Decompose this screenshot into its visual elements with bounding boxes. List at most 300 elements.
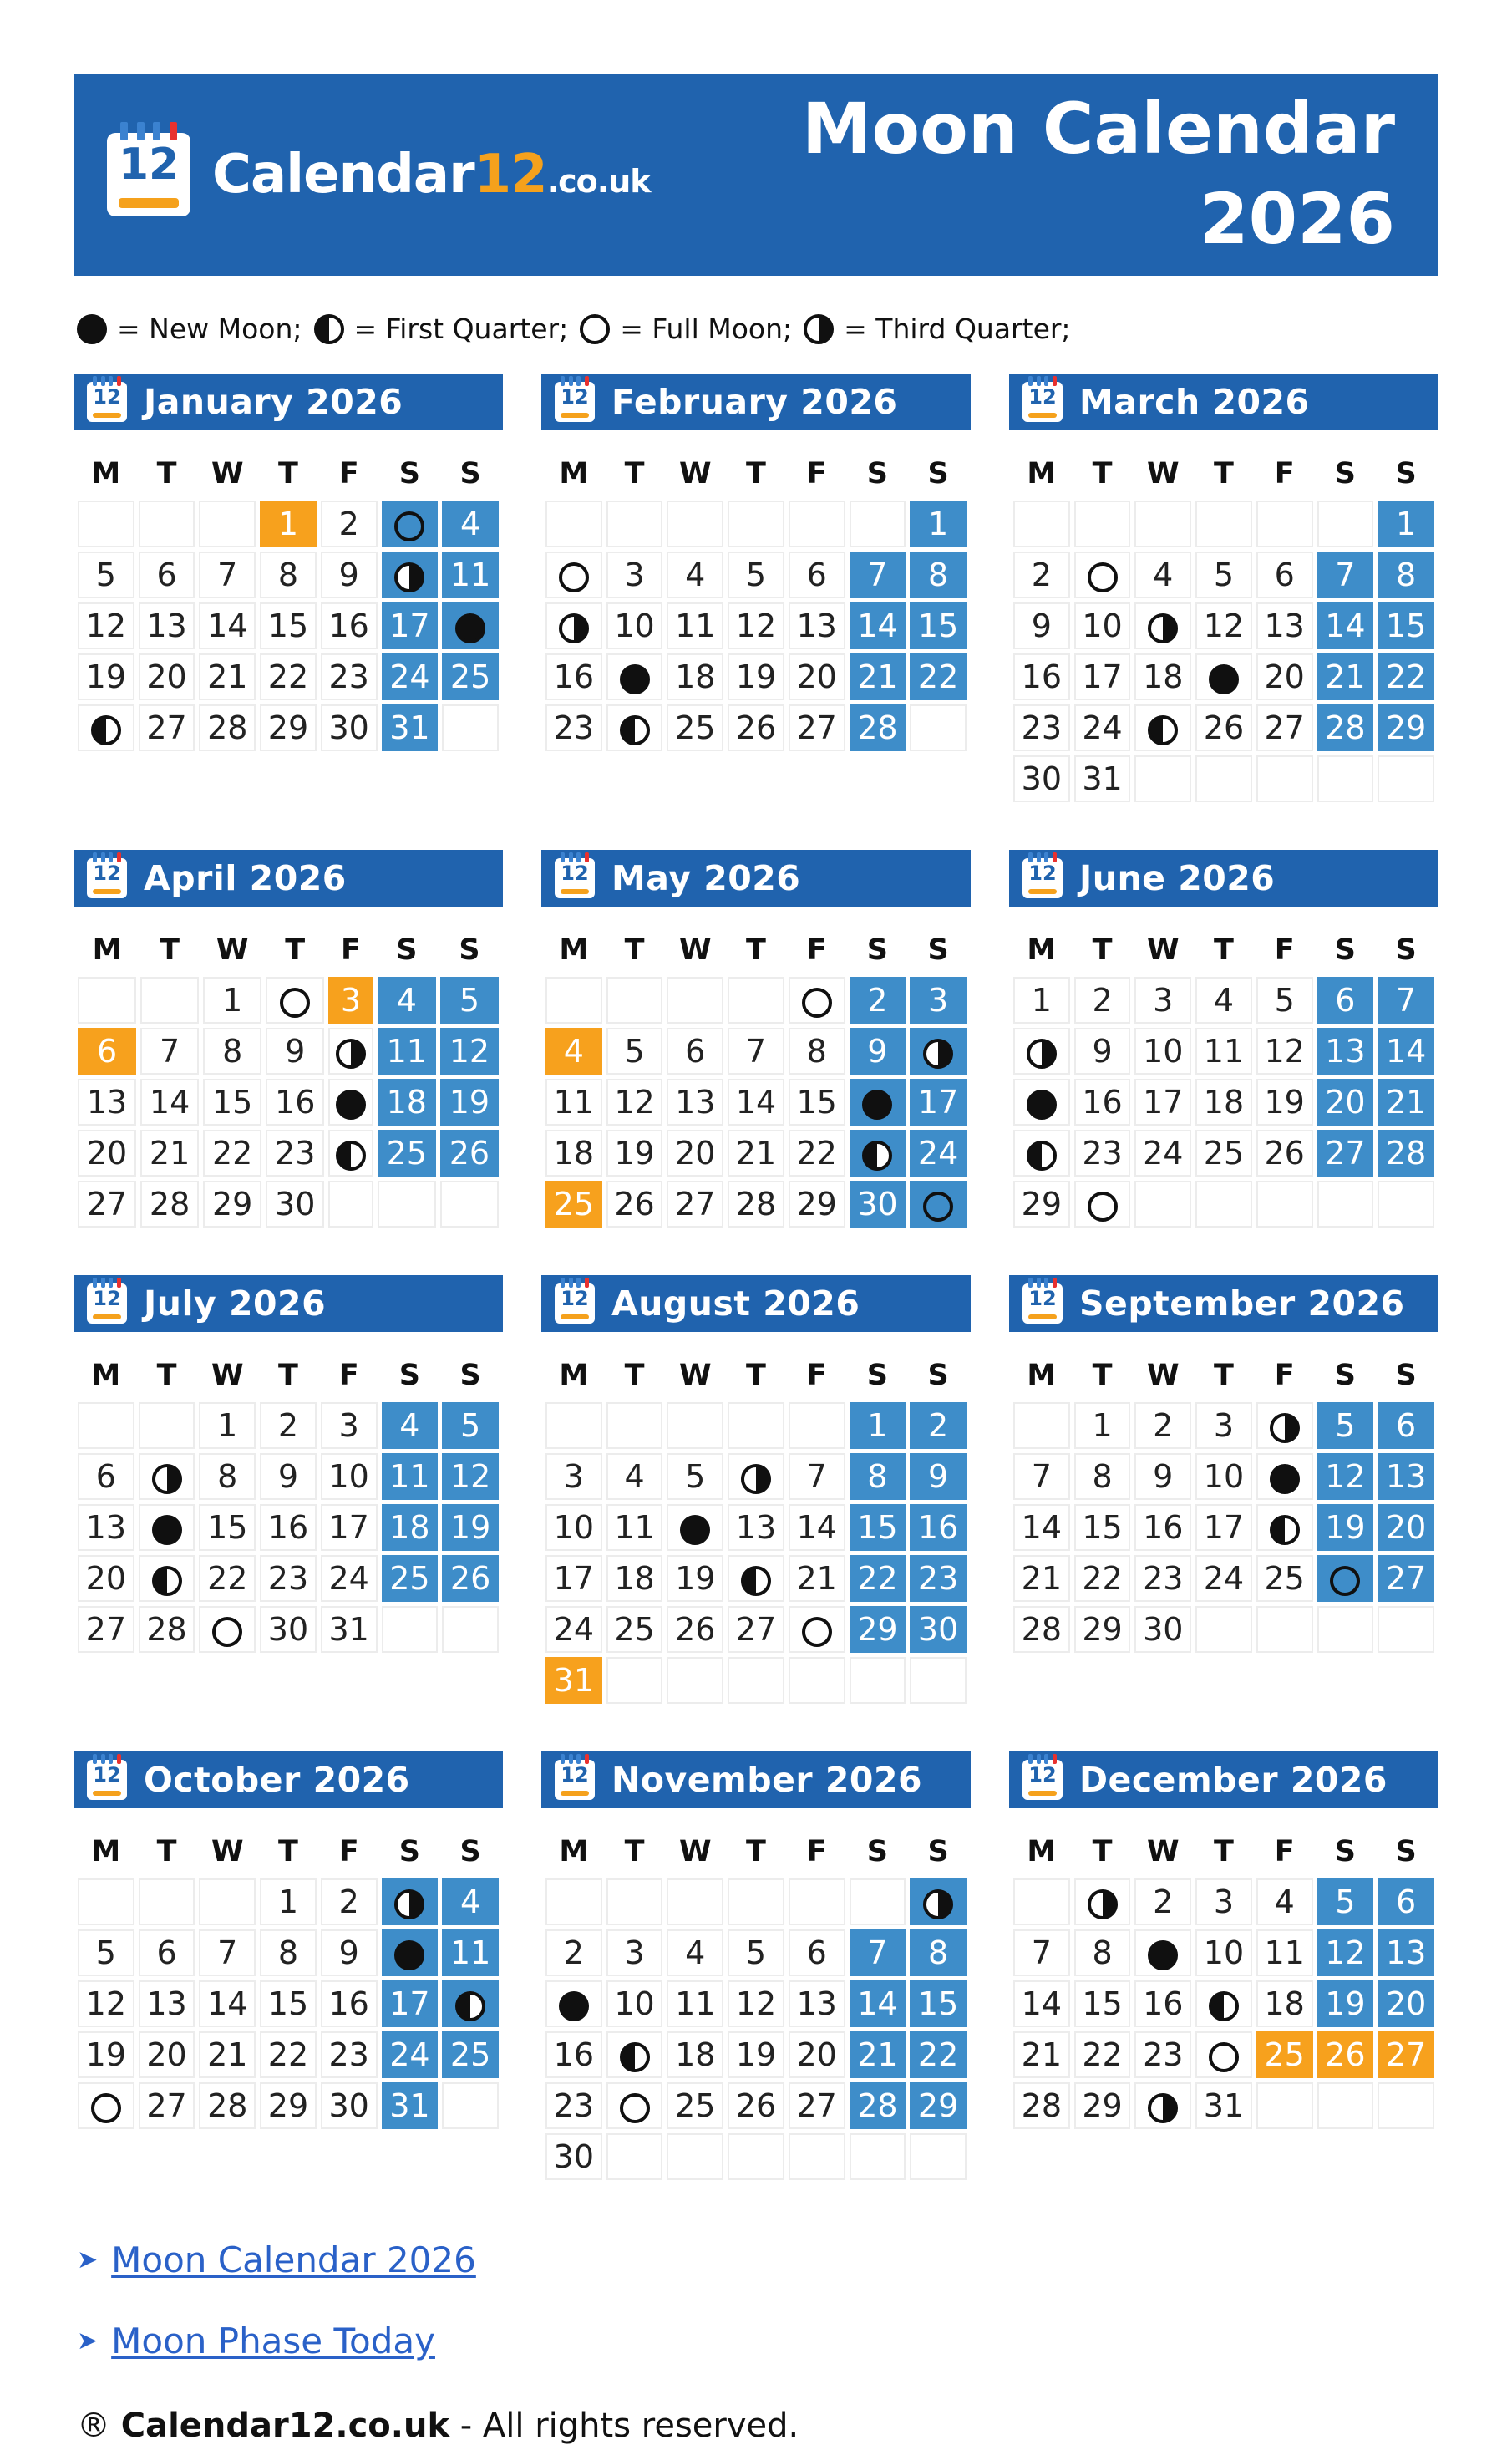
moon-day-cell <box>1317 1555 1374 1602</box>
day-cell: 8 <box>199 1453 256 1500</box>
month-title: February 2026 <box>611 382 898 422</box>
day-cell: 5 <box>1195 552 1252 598</box>
new-moon-icon <box>862 1090 892 1120</box>
week-row <box>78 602 499 649</box>
day-cell: 13 <box>139 1980 195 2027</box>
week-row <box>1013 2031 1434 2078</box>
empty-cell <box>1317 755 1374 802</box>
day-cell: 25 <box>1256 1555 1313 1602</box>
first-quarter-icon <box>455 1991 485 2021</box>
day-cell: 21 <box>1378 1079 1434 1126</box>
third-quarter-icon <box>923 1039 953 1069</box>
moon-day-cell <box>1134 602 1191 649</box>
month-calendar <box>541 374 971 755</box>
week-row <box>1013 977 1434 1024</box>
day-cell: 5 <box>606 1028 663 1075</box>
week-row <box>1013 1028 1434 1075</box>
day-cell: 24 <box>321 1555 378 1602</box>
day-cell: 16 <box>1013 653 1070 700</box>
month-header <box>541 1751 971 1808</box>
month-calendar <box>541 850 971 1232</box>
empty-cell <box>545 1402 602 1449</box>
day-cell: 28 <box>1317 704 1374 751</box>
day-cell: 15 <box>910 602 967 649</box>
calendar-icon <box>1022 1283 1063 1324</box>
empty-cell <box>382 1606 439 1653</box>
moon-day-cell <box>442 1980 499 2027</box>
month-calendar <box>1009 374 1438 806</box>
day-cell: 11 <box>1195 1028 1252 1075</box>
full-moon-icon <box>802 988 832 1018</box>
day-cell: 27 <box>789 704 845 751</box>
day-cell: 27 <box>789 2082 845 2129</box>
day-cell: 16 <box>545 2031 602 2078</box>
day-cell: 4 <box>667 1929 723 1976</box>
day-cell: 1 <box>260 1878 317 1925</box>
day-cell: 19 <box>728 653 784 700</box>
day-cell: 17 <box>545 1555 602 1602</box>
moon-day-cell <box>199 1606 256 1653</box>
month-table <box>1009 447 1438 806</box>
day-cell: 5 <box>728 552 784 598</box>
day-cell: 7 <box>199 1929 256 1976</box>
day-cell: 11 <box>1256 1929 1313 1976</box>
week-row <box>1013 1130 1434 1177</box>
day-header-row <box>78 928 499 973</box>
month-title: June 2026 <box>1079 858 1276 898</box>
calendar-icon <box>1022 858 1063 898</box>
empty-cell <box>78 977 136 1024</box>
empty-cell <box>1256 501 1313 547</box>
empty-cell <box>667 501 723 547</box>
moon-day-cell <box>850 1130 906 1177</box>
day-header: W <box>1146 1835 1180 1868</box>
calendar-icon-badge: 12 <box>1028 862 1057 885</box>
empty-cell <box>1013 1402 1070 1449</box>
day-cell: 20 <box>1378 1980 1434 2027</box>
week-row <box>545 1657 967 1704</box>
week-row <box>545 1130 967 1177</box>
day-cell: 17 <box>1134 1079 1191 1126</box>
legend-label: = Full Moon; <box>620 313 793 345</box>
day-cell: 14 <box>850 602 906 649</box>
page-title: Moon Calendar 2026 <box>801 88 1395 260</box>
day-cell: 10 <box>606 1980 663 2027</box>
calendar-icon <box>555 858 595 898</box>
day-cell: 3 <box>328 977 373 1024</box>
day-cell: 14 <box>1317 602 1374 649</box>
moon-day-cell <box>382 501 439 547</box>
day-cell: 20 <box>139 653 195 700</box>
month-header <box>74 1751 503 1808</box>
day-cell: 8 <box>260 1929 317 1976</box>
week-row <box>545 501 967 547</box>
day-cell: 29 <box>1013 1181 1070 1228</box>
day-header: M <box>1027 1359 1057 1392</box>
empty-cell <box>606 1402 663 1449</box>
empty-cell <box>140 977 199 1024</box>
day-cell: 20 <box>78 1555 134 1602</box>
day-cell: 5 <box>440 977 499 1024</box>
moon-day-cell <box>606 704 663 751</box>
day-header: M <box>1027 1835 1057 1868</box>
day-cell: 19 <box>442 1504 499 1551</box>
week-row <box>1013 1181 1434 1228</box>
empty-cell <box>1378 755 1434 802</box>
day-cell: 14 <box>1013 1980 1070 2027</box>
day-cell: 22 <box>789 1130 845 1177</box>
day-cell: 21 <box>1317 653 1374 700</box>
week-row <box>1013 501 1434 547</box>
day-cell: 14 <box>140 1079 199 1126</box>
brand-name <box>212 144 651 206</box>
month-header <box>74 850 503 907</box>
day-cell: 18 <box>667 653 723 700</box>
day-cell: 3 <box>545 1453 602 1500</box>
full-moon-icon <box>91 2093 121 2123</box>
day-cell: 1 <box>203 977 261 1024</box>
day-header: W <box>1146 933 1180 967</box>
empty-cell <box>1378 1606 1434 1653</box>
day-header-row <box>545 928 967 973</box>
day-cell: 5 <box>728 1929 784 1976</box>
day-cell: 16 <box>1134 1980 1191 2027</box>
day-cell: 23 <box>1013 704 1070 751</box>
day-cell: 30 <box>321 704 378 751</box>
first-quarter-icon <box>1027 1141 1057 1171</box>
day-cell: 14 <box>199 1980 256 2027</box>
day-cell: 11 <box>667 1980 723 2027</box>
day-cell: 13 <box>789 602 845 649</box>
calendar-icon-badge: 12 <box>561 385 589 409</box>
day-header-row <box>545 1353 967 1398</box>
day-header: T <box>160 933 180 967</box>
month-header <box>1009 374 1438 430</box>
day-header-row <box>1013 1353 1434 1398</box>
week-row <box>78 501 499 547</box>
day-cell: 27 <box>78 1181 136 1228</box>
day-cell: 3 <box>321 1402 378 1449</box>
first-quarter-icon <box>620 2042 650 2072</box>
day-cell: 22 <box>1378 653 1434 700</box>
day-header: F <box>1274 1835 1295 1868</box>
day-cell: 28 <box>850 2082 906 2129</box>
calendar-icon-bar <box>561 413 589 418</box>
day-cell: 26 <box>728 704 784 751</box>
month-calendar <box>74 850 503 1232</box>
day-cell: 23 <box>910 1555 967 1602</box>
day-cell: 25 <box>442 2031 499 2078</box>
week-row <box>545 2082 967 2129</box>
day-header: T <box>624 1835 645 1868</box>
day-cell: 29 <box>910 2082 967 2129</box>
months-grid <box>74 374 1438 2184</box>
day-cell: 13 <box>1256 602 1313 649</box>
day-cell: 15 <box>1074 1980 1131 2027</box>
day-header: T <box>624 457 645 491</box>
day-cell: 5 <box>78 552 134 598</box>
day-cell: 29 <box>789 1181 845 1228</box>
day-cell: 13 <box>667 1079 723 1126</box>
day-header: T <box>285 933 306 967</box>
empty-cell <box>1256 755 1313 802</box>
day-header: M <box>559 1359 589 1392</box>
day-cell: 16 <box>910 1504 967 1551</box>
day-cell: 19 <box>1317 1980 1374 2027</box>
day-cell: 26 <box>1256 1130 1313 1177</box>
week-row <box>545 704 967 751</box>
empty-cell <box>78 1878 134 1925</box>
day-header: S <box>459 457 481 491</box>
day-cell: 4 <box>1256 1878 1313 1925</box>
day-header: T <box>1214 1835 1234 1868</box>
day-cell: 16 <box>260 1504 317 1551</box>
day-cell: 21 <box>140 1130 199 1177</box>
moon-day-cell <box>78 704 134 751</box>
legend-label: = First Quarter; <box>353 313 569 345</box>
day-cell: 12 <box>78 1980 134 2027</box>
day-header: S <box>1395 1359 1417 1392</box>
empty-cell <box>442 704 499 751</box>
day-cell: 15 <box>260 602 317 649</box>
full-moon-icon <box>580 314 610 344</box>
calendar-icon-bar <box>561 1314 589 1319</box>
month-header <box>541 850 971 907</box>
day-cell: 30 <box>321 2082 378 2129</box>
day-cell: 2 <box>321 1878 378 1925</box>
moon-day-cell <box>606 2031 663 2078</box>
day-cell: 22 <box>1074 2031 1131 2078</box>
week-row <box>78 653 499 700</box>
day-cell: 5 <box>1317 1402 1374 1449</box>
month-title: November 2026 <box>611 1760 922 1800</box>
day-cell: 21 <box>728 1130 784 1177</box>
month-title: October 2026 <box>144 1760 410 1800</box>
month-title: September 2026 <box>1079 1283 1405 1324</box>
day-cell: 28 <box>199 2082 256 2129</box>
day-cell: 1 <box>910 501 967 547</box>
week-row <box>1013 755 1434 802</box>
week-row <box>545 1606 967 1653</box>
day-cell: 31 <box>1074 755 1131 802</box>
day-cell: 9 <box>1134 1453 1191 1500</box>
calendar-icon-badge: 12 <box>1028 1287 1057 1310</box>
month-table <box>74 1825 503 2133</box>
day-cell: 20 <box>667 1130 723 1177</box>
week-row <box>78 1079 499 1126</box>
week-row <box>545 1555 967 1602</box>
day-cell: 31 <box>1195 2082 1252 2129</box>
week-row <box>1013 704 1434 751</box>
day-header: T <box>1214 1359 1234 1392</box>
moon-legend <box>77 313 1438 345</box>
empty-cell <box>667 1878 723 1925</box>
brand-tld: .co.uk <box>546 163 651 200</box>
day-cell: 24 <box>545 1606 602 1653</box>
day-cell: 22 <box>199 1555 256 1602</box>
calendar-icon-badge: 12 <box>1028 385 1057 409</box>
footer <box>77 2239 1438 2445</box>
day-cell: 20 <box>1256 653 1313 700</box>
full-moon-icon <box>559 562 589 592</box>
month-table <box>74 923 503 1232</box>
week-row <box>545 1079 967 1126</box>
day-header: T <box>746 1359 766 1392</box>
empty-cell <box>545 1878 602 1925</box>
empty-cell <box>139 1878 195 1925</box>
day-cell: 23 <box>545 2082 602 2129</box>
empty-cell <box>606 977 663 1024</box>
third-quarter-icon <box>336 1039 366 1069</box>
day-cell: 5 <box>1256 977 1313 1024</box>
empty-cell <box>1256 1181 1313 1228</box>
day-cell: 27 <box>1378 1555 1434 1602</box>
day-cell: 7 <box>140 1028 199 1075</box>
moon-day-cell <box>1195 1980 1252 2027</box>
calendar-icon-badge: 12 <box>561 862 589 885</box>
full-moon-icon <box>1088 1192 1118 1222</box>
day-header: S <box>1395 1835 1417 1868</box>
full-moon-icon <box>1330 1566 1360 1596</box>
day-cell: 12 <box>440 1028 499 1075</box>
week-row <box>78 1980 499 2027</box>
moon-day-cell <box>1134 2082 1191 2129</box>
moon-day-cell <box>139 1555 195 1602</box>
day-header: T <box>746 1835 766 1868</box>
day-cell: 14 <box>199 602 256 649</box>
day-header: S <box>1395 457 1417 491</box>
week-row <box>1013 2082 1434 2129</box>
empty-cell <box>850 1657 906 1704</box>
moon-day-cell <box>606 653 663 700</box>
day-cell: 18 <box>378 1079 436 1126</box>
calendar-icon-bar <box>1028 413 1057 418</box>
day-cell: 17 <box>1074 653 1131 700</box>
day-cell: 2 <box>260 1402 317 1449</box>
day-header: M <box>1027 457 1057 491</box>
day-cell: 9 <box>321 1929 378 1976</box>
footer-link-label[interactable]: Moon Calendar 2026 <box>111 2239 476 2280</box>
moon-day-cell <box>442 602 499 649</box>
month-header <box>1009 850 1438 907</box>
day-cell: 29 <box>260 2082 317 2129</box>
moon-calendar-link[interactable] <box>77 2239 1438 2280</box>
empty-cell <box>850 1878 906 1925</box>
day-header: F <box>338 1835 359 1868</box>
empty-cell <box>199 1878 256 1925</box>
day-cell: 10 <box>1134 1028 1191 1075</box>
empty-cell <box>789 1402 845 1449</box>
new-moon-icon <box>1027 1090 1057 1120</box>
day-cell: 27 <box>1378 2031 1434 2078</box>
footer-link-label[interactable]: Moon Phase Today <box>111 2320 435 2361</box>
moon-day-cell <box>545 1980 602 2027</box>
calendar-icon <box>555 1283 595 1324</box>
day-header: F <box>1274 1359 1295 1392</box>
empty-cell <box>139 501 195 547</box>
day-cell: 19 <box>728 2031 784 2078</box>
copyright <box>77 2407 1438 2445</box>
day-cell: 26 <box>667 1606 723 1653</box>
day-cell: 30 <box>545 2133 602 2180</box>
empty-cell <box>1256 2082 1313 2129</box>
day-cell: 21 <box>1013 2031 1070 2078</box>
calendar-icon-badge: 12 <box>1028 1763 1057 1787</box>
day-cell: 18 <box>606 1555 663 1602</box>
first-quarter-icon <box>620 715 650 745</box>
day-cell: 26 <box>1317 2031 1374 2078</box>
week-row <box>545 1878 967 1925</box>
day-header: S <box>459 1359 481 1392</box>
day-header: F <box>806 457 827 491</box>
moon-phase-link[interactable] <box>77 2320 1438 2361</box>
day-cell: 17 <box>910 1079 967 1126</box>
week-row <box>1013 1555 1434 1602</box>
moon-day-cell <box>266 977 324 1024</box>
moon-day-cell <box>910 1181 967 1228</box>
new-moon-icon <box>620 664 650 694</box>
week-row <box>78 1453 499 1500</box>
day-cell: 23 <box>1134 1555 1191 1602</box>
empty-cell <box>910 704 967 751</box>
empty-cell <box>728 1402 784 1449</box>
day-cell: 27 <box>1256 704 1313 751</box>
moon-day-cell <box>1256 1504 1313 1551</box>
week-row <box>545 1504 967 1551</box>
day-cell: 8 <box>203 1028 261 1075</box>
day-cell: 7 <box>1013 1929 1070 1976</box>
day-header: S <box>866 933 888 967</box>
third-quarter-icon <box>804 314 834 344</box>
calendar-icon <box>87 1283 127 1324</box>
calendar-icon-bar <box>93 1791 121 1796</box>
third-quarter-icon <box>1027 1039 1057 1069</box>
week-row <box>545 602 967 649</box>
day-cell: 19 <box>78 653 134 700</box>
day-cell: 23 <box>321 2031 378 2078</box>
day-cell: 15 <box>199 1504 256 1551</box>
empty-cell <box>667 2133 723 2180</box>
calendar-icon <box>1022 1760 1063 1800</box>
empty-cell <box>606 1657 663 1704</box>
day-cell: 12 <box>1195 602 1252 649</box>
day-header-row <box>1013 1829 1434 1874</box>
day-cell: 11 <box>545 1079 602 1126</box>
day-cell: 16 <box>266 1079 324 1126</box>
day-cell: 9 <box>266 1028 324 1075</box>
day-cell: 7 <box>199 552 256 598</box>
week-row <box>545 1402 967 1449</box>
calendar-icon-bar <box>1028 889 1057 894</box>
empty-cell <box>728 977 784 1024</box>
day-cell: 20 <box>789 653 845 700</box>
day-header: M <box>92 933 122 967</box>
day-cell: 26 <box>728 2082 784 2129</box>
week-row <box>78 977 499 1024</box>
month-title: May 2026 <box>611 858 801 898</box>
first-quarter-icon <box>1270 1515 1300 1545</box>
day-cell: 4 <box>442 1878 499 1925</box>
new-moon-icon <box>1209 664 1239 694</box>
day-cell: 8 <box>260 552 317 598</box>
calendar-icon <box>1022 382 1063 422</box>
week-row <box>78 1929 499 1976</box>
day-cell: 7 <box>1317 552 1374 598</box>
day-cell: 20 <box>139 2031 195 2078</box>
day-cell: 6 <box>789 552 845 598</box>
brand-logo[interactable] <box>107 133 651 216</box>
legend-label: = Third Quarter; <box>844 313 1071 345</box>
